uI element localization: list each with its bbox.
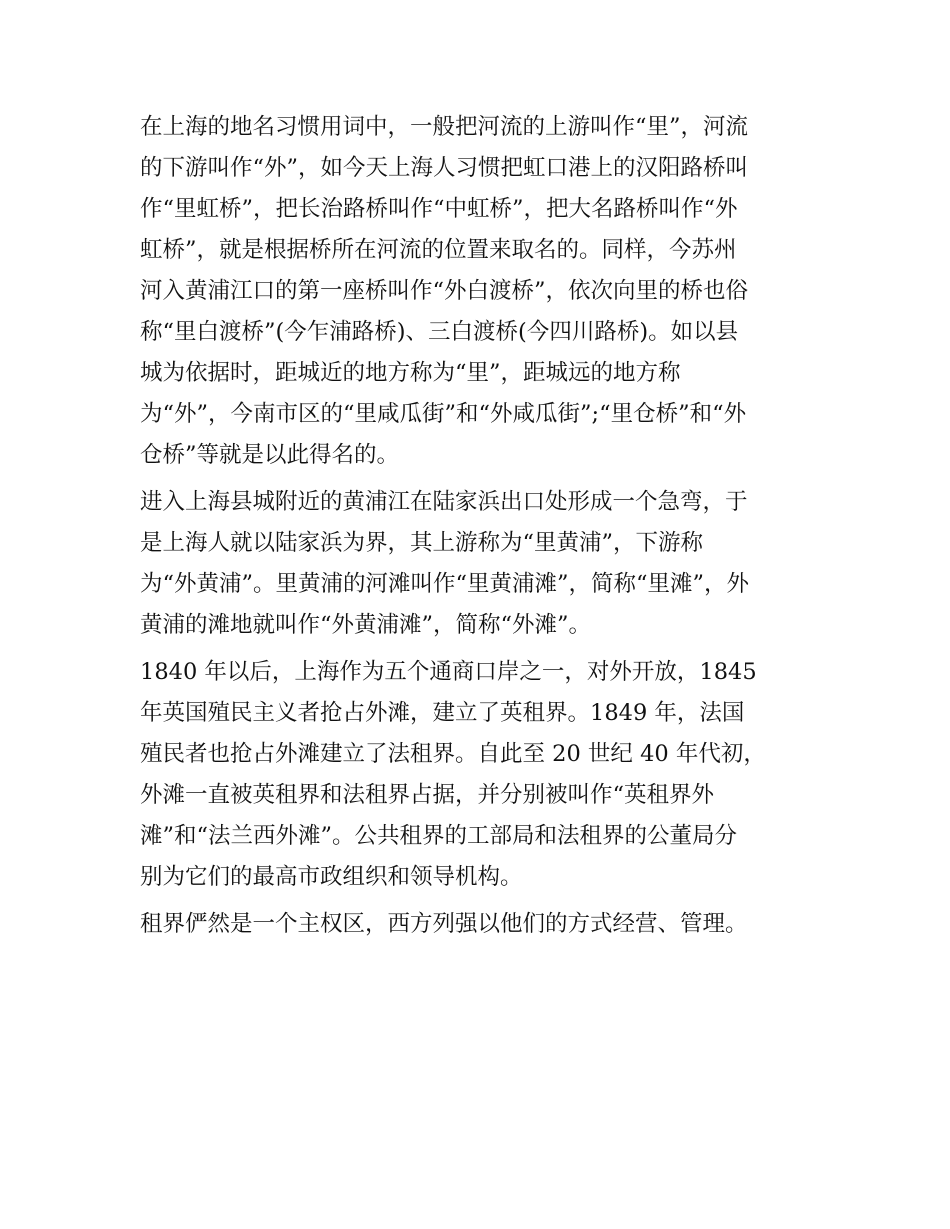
text-line: 租界俨然是一个主权区，西方列强以他们的方式经营、管理。 bbox=[140, 911, 748, 937]
text-line: 为“外”，今南市区的“里咸瓜街”和“外咸瓜街”;“里仓桥”和“外 bbox=[140, 401, 747, 427]
text-line: 外滩一直被英租界和法租界占据，并分别被叫作“英租界外 bbox=[140, 782, 715, 808]
text-line: 的下游叫作“外”，如今天上海人习惯把虹口港上的汉阳路桥叫 bbox=[140, 155, 749, 181]
body-text bbox=[140, 107, 820, 945]
text-line: 进入上海县城附近的黄浦江在陆家浜出口处形成一个急弯，于 bbox=[140, 489, 748, 515]
text-line: 黄浦的滩地就叫作“外黄浦滩”，简称“外滩”。 bbox=[140, 612, 592, 638]
text-line: 虹桥”，就是根据桥所在河流的位置来取名的。同样，今苏州 bbox=[140, 237, 737, 263]
text-line: 称“里白渡桥”(今乍浦路桥)、三白渡桥(今四川路桥)。如以县 bbox=[140, 319, 739, 345]
text-line: 别为它们的最高市政组织和领导机构。 bbox=[140, 864, 523, 890]
text-line: 殖民者也抢占外滩建立了法租界。自此至 20 世纪 40 年代初， bbox=[140, 741, 766, 767]
text-line: 为“外黄浦”。里黄浦的河滩叫作“里黄浦滩”，简称“里滩”，外 bbox=[140, 571, 750, 597]
text-line: 在上海的地名习惯用词中，一般把河流的上游叫作“里”，河流 bbox=[140, 114, 749, 140]
text-line: 1840 年以后，上海作为五个通商口岸之一，对外开放，1845 bbox=[140, 659, 757, 685]
paragraph-1 bbox=[140, 107, 820, 476]
text-line: 城为依据时，距城近的地方称为“里”，距城远的地方称 bbox=[140, 360, 681, 386]
text-line: 是上海人就以陆家浜为界，其上游称为“里黄浦”，下游称 bbox=[140, 530, 704, 556]
text-line: 河入黄浦江口的第一座桥叫作“外白渡桥”，依次向里的桥也俗 bbox=[140, 278, 749, 304]
paragraph-3 bbox=[140, 652, 820, 898]
text-line: 仓桥”等就是以此得名的。 bbox=[140, 442, 400, 468]
text-line: 年英国殖民主义者抢占外滩，建立了英租界。1849 年，法国 bbox=[140, 700, 745, 726]
text-line: 作“里虹桥”，把长治路桥叫作“中虹桥”，把大名路桥叫作“外 bbox=[140, 196, 738, 222]
paragraph-4 bbox=[140, 904, 820, 945]
paragraph-2 bbox=[140, 482, 820, 646]
text-line: 滩”和“法兰西外滩”。公共租界的工部局和法租界的公董局分 bbox=[140, 823, 738, 849]
